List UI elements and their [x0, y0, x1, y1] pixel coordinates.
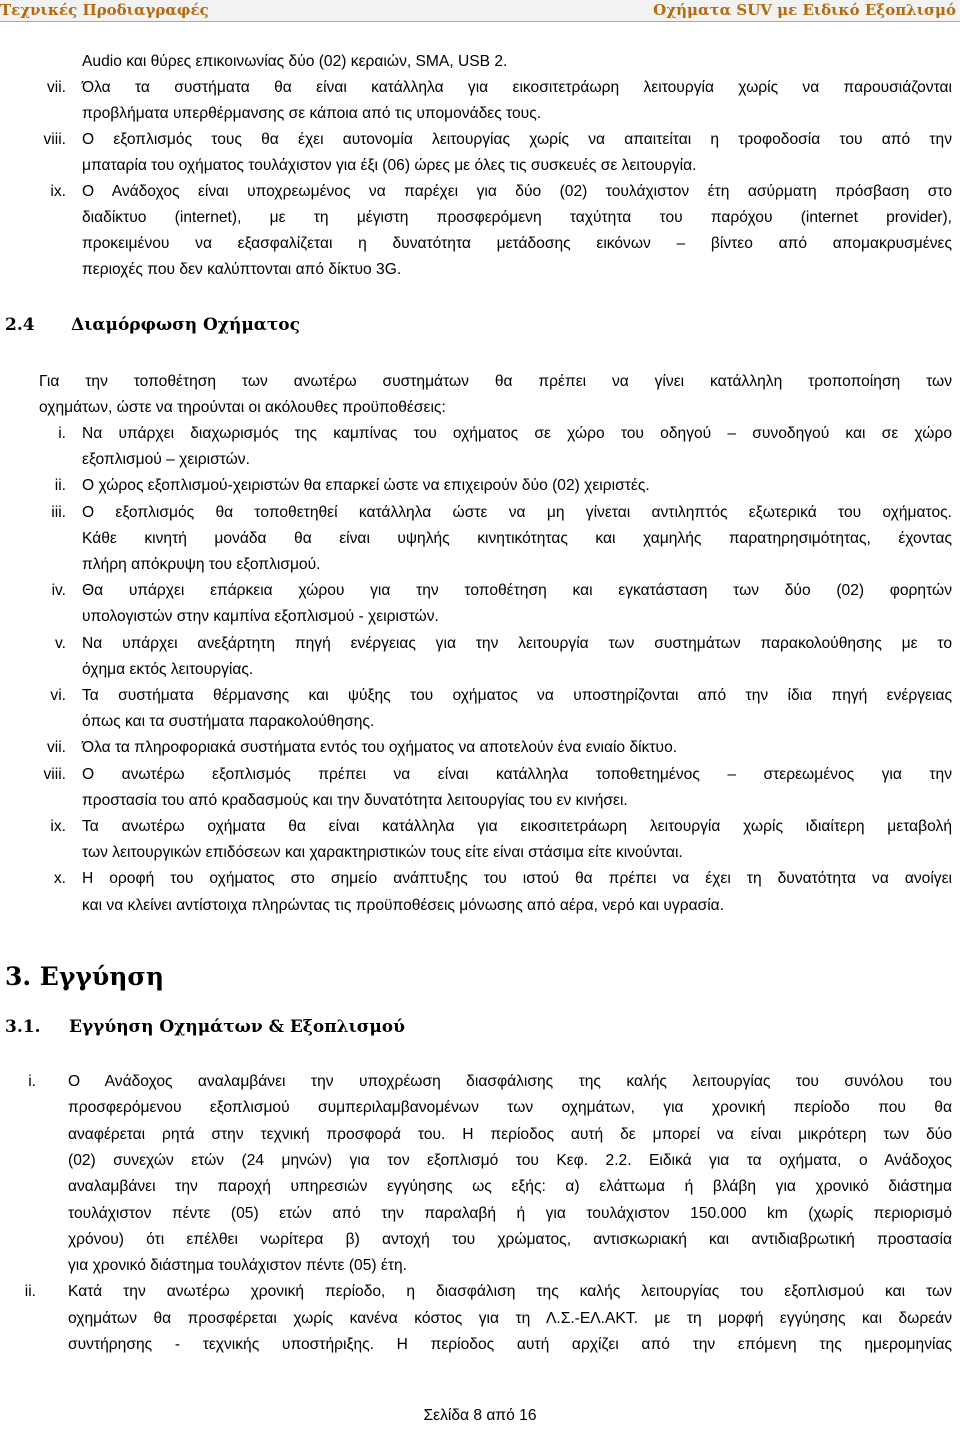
line-text: Όλα τα συστήματα θα είναι κατάλληλα για εικοσιτετράωρη λειτουργία χωρίς να παρουσιάζονται — [82, 79, 952, 96]
list-marker: ii. — [24, 1283, 36, 1301]
page-header — [0, 0, 960, 22]
line-text: περιοχές που δεν καλύπτονται από δίκτυο 3G. — [82, 261, 402, 278]
list-marker: i. — [58, 425, 66, 442]
line-text: οχημάτων θα προσφέρεται χωρίς κανένα κόστος για τη Λ.Σ.-ΕΛ.ΑΚΤ. με τη μορφή εγγύησης και δωρεάν — [68, 1309, 952, 1327]
line-text: Audio και θύρες επικοινωνίας δύο (02) κεραιών, SMA, USB 2. — [82, 53, 508, 70]
line-text: υπολογιστών στην καμπίνα εξοπλισμού - χειριστών. — [82, 608, 439, 626]
line-text: Ο εξοπλισμός θα τοποθετηθεί κατάλληλα ώστε να μη γίνεται αντιληπτός εξωτερικά του οχήματος. — [82, 503, 952, 521]
line-text: Κατά την ανωτέρω χρονική περίοδο, η διασφάλιση της καλής λειτουργίας του εξοπλισμού και των — [68, 1283, 952, 1301]
line-text: των λειτουργικών επιδόσεων και χαρακτηριστικών τους είτε είναι στάσιμα είτε κινούνται. — [82, 844, 683, 862]
section-title: Διαμόρφωση Οχήματος — [71, 315, 300, 335]
line-text: Ο ανωτέρω εξοπλισμός πρέπει να είναι κατάλληλα τοποθετημένος – στερεωμένος για την — [82, 765, 952, 783]
line-text: Κάθε κινητή μονάδα θα είναι υψηλής κινητικότητας και χαμηλής παρατηρησιμότητας, έχοντας — [82, 529, 952, 547]
line-text: όπως και τα συστήματα παρακολούθησης. — [82, 713, 375, 731]
line-text: (02) συνεχών ετών (24 μηνών) για τον εξοπλισμό του Κεφ. 2.2. Ειδικά για τα οχήματα, ο Ανάδοχος — [68, 1151, 952, 1169]
line-text: τουλάχιστον πέντε (05) ετών από την παραλαβή ή για τουλάχιστον 150.000 km (χωρίς περιορισμό — [68, 1204, 952, 1222]
line-text: Τα ανωτέρω οχήματα θα είναι κατάλληλα για εικοσιτετράωρη λειτουργία χωρίς ιδιαίτερη μεταβολή — [82, 818, 952, 835]
line-text: Για την τοποθέτηση των ανωτέρω συστημάτων θα πρέπει να γίνει κατάλληλη τροποποίηση των — [39, 373, 952, 390]
line-text: Τα συστήματα θέρμανσης και ψύξης του οχήματος να υποστηρίζονται από την ίδια πηγή ενέργειας — [82, 687, 952, 704]
line-text: οχημάτων, ώστε να τηρούνται οι ακόλουθες προϋποθέσεις: — [39, 399, 446, 416]
list-marker: iii. — [51, 503, 66, 521]
line-text: και να κλείνει αντίστοιχα πληρώντας τις προϋποθέσεις μόνωσης από αέρα, νερό και υγρασία. — [82, 896, 725, 914]
section-3-heading: 3. Εγγύηση — [5, 962, 164, 991]
list-marker: viii. — [43, 131, 66, 148]
list-marker: ix. — [50, 818, 66, 835]
line-text: Όλα τα πληροφοριακά συστήματα εντός του οχήματος να αποτελούν ένα ενιαίο δίκτυο. — [82, 739, 678, 757]
section-number: 2.4 — [5, 315, 35, 335]
line-text: προβλήματα υπερθέρμανσης σε κάποια από τις υπομονάδες τους. — [82, 105, 542, 122]
line-text: αναφέρεται ρητά στην τεχνική προσφορά του. Η περίοδος αυτή δε μπορεί να είναι μικρότερη των δύο — [68, 1125, 952, 1143]
line-text: μπαταρία του οχήματος τουλάχιστον για έξι (06) ώρες με όλες τις συσκευές σε λειτουργία. — [82, 157, 697, 174]
line-text: προστασία του από κραδασμούς και την δυνατότητα λειτουργίας του εν κινήσει. — [82, 791, 628, 809]
section-title: Εγγύηση Οχημάτων & Εξοπλισμού — [69, 1017, 405, 1037]
list-marker: ii. — [54, 477, 66, 495]
line-text: πλήρη απόκρυψη του εξοπλισμού. — [82, 556, 321, 573]
list-marker: viii. — [43, 765, 66, 783]
section-number: 3.1. — [5, 1017, 41, 1037]
line-text: Ο εξοπλισμός τους θα έχει αυτονομία λειτουργίας χωρίς να απαιτείται η τροφοδοσία του από την — [82, 131, 952, 148]
line-text: εξοπλισμού – χειριστών. — [82, 451, 250, 469]
list-marker: vii. — [46, 79, 66, 96]
list-marker: x. — [53, 870, 66, 888]
list-marker: v. — [55, 634, 66, 652]
line-text: Ο Ανάδοχος είναι υποχρεωμένος να παρέχει για δύο (02) τουλάχιστον έτη ασύρματη πρόσβαση στο — [82, 183, 952, 200]
list-marker: ix. — [50, 183, 66, 200]
line-text: Να υπάρχει ανεξάρτητη πηγή ενέργειας για την λειτουργία των συστημάτων παρακολούθησης με το — [82, 634, 952, 652]
line-text: προκειμένου να εξασφαλίζεται η δυνατότητα μετάδοσης εικόνων – βίντεο από απομακρυσμένες — [82, 235, 952, 252]
line-text: Να υπάρχει διαχωρισμός της καμπίνας του οχήματος σε χώρο του οδηγού – συνοδηγού και σε χώρο — [82, 425, 952, 442]
list-marker: i. — [28, 1073, 36, 1090]
section-2-4-heading — [5, 315, 300, 335]
header-document-title: Τεχνικές Προδιαγραφές — [0, 1, 209, 19]
list-marker: iv. — [51, 582, 66, 600]
line-text: για χρονικό διάστημα τουλάχιστον πέντε (05) έτη. — [68, 1257, 408, 1275]
line-text: Η οροφή του οχήματος στο σημείο ανάπτυξης του ιστού θα πρέπει να έχει τη δυνατότητα να ανοίγει — [82, 870, 952, 888]
line-text: αναλαμβάνει την παροχή υπηρεσιών εγγύησης ως εξής: α) ελάττωμα ή βλάβη για χρονικό διάστημα — [68, 1178, 952, 1196]
list-marker: vii. — [46, 739, 66, 757]
list-marker: vi. — [50, 687, 66, 704]
line-text: Θα υπάρχει επάρκεια χώρου για την τοποθέτηση και εγκατάσταση των δύο (02) φορητών — [82, 582, 952, 600]
header-section-title: Οχήματα SUV με Ειδικό Εξοπλισμό — [653, 1, 956, 19]
line-text: προσφερόμενου εξοπλισμού συμπεριλαμβανομένων των οχημάτων, για χρονική περίοδο που θα — [68, 1099, 952, 1117]
line-text: όχημα εκτός λειτουργίας. — [82, 660, 254, 678]
line-text: Ο χώρος εξοπλισμού-χειριστών θα επαρκεί ώστε να επιχειρούν δύο (02) χειριστές. — [82, 477, 650, 495]
section-3-1-heading — [5, 1017, 405, 1037]
page-footer: Σελίδα 8 από 16 — [423, 1407, 537, 1424]
header-rule — [0, 21, 960, 22]
line-text: συντήρησης - τεχνικής υποστήριξης. Η περίοδος αυτή αρχίζει από την επόμενη της ημερομηνίας — [68, 1336, 952, 1353]
line-text: Ο Ανάδοχος αναλαμβάνει την υποχρέωση διασφάλισης της καλής λειτουργίας του συνόλου του — [68, 1073, 952, 1090]
line-text: διαδίκτυο (internet), με τη μέγιστη προσφερόμενη ταχύτητα του παρόχου (internet provider), — [82, 209, 952, 226]
line-text: χρόνου) ότι επέλθει νωρίτερα β) αντοχή του χρώματος, αντισκωριακή και αντιδιαβρωτική προστασία — [68, 1230, 952, 1248]
